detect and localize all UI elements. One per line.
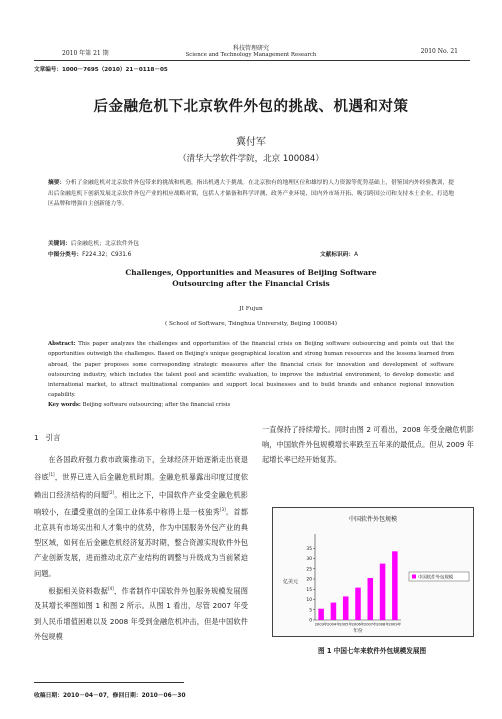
y-tick-label: 30 [306,557,312,563]
clc-number [48,250,248,261]
author-zh: 冀付军 [236,137,266,148]
author-en: JI Fujun [239,306,263,312]
doc-code-text: A [354,252,359,258]
citation-ref: [3] [219,507,226,513]
abstract-zh [48,178,454,210]
abstract-zh-text: 分析了金融危机对北京软件外包带来的挑战和机遇，指出机遇大于挑战。在北京独有的地理区位和雄厚的人力资源等优势基础上，借鉴国内外经验教训，提出后金融危机下创新发展北京软件外包产业的相应战略对策，包括人才储备和科学评测、政务产业环境、国内外市场开拓、吸引跨国公司和支持本土企业、打造地区品牌和增强自主创新能力等。 [48,180,454,207]
section-title: 引言 [45,433,61,442]
body-right-column [262,422,474,468]
section-number: 1 [34,433,39,442]
body-paragraph-right: 一直保持了持续增长。同时由图 2 可看出，2008 年受金融危机影响，中国软件外包规模增长率跌至五年来的最低点。但从 2009 年起增长率已经开始复苏。 [262,425,474,465]
keywords-zh-label: 关键词： [48,241,71,247]
abstract-en-label: Abstract: [48,341,76,347]
y-axis-label: 亿美元 [283,579,299,585]
x-axis-label: 年份 [353,629,363,634]
bar [318,609,324,620]
x-tick-label: 2003年 [314,622,328,627]
y-tick-label: 35 [306,546,312,552]
header-issue: 2010 年第 21 期 [62,50,109,57]
keywords-en [48,400,454,411]
affiliation-zh: （清华大学软件学院，北京 100084） [178,154,324,164]
affiliation-en: ( School of Software, Tsinghua University, Beijing 100084) [164,321,338,327]
header-issue-en: 2010 No. 21 [420,48,458,55]
keywords-en-text: Beijing software outsourcing; after the financial crisis [82,402,231,408]
x-tick-label: 2007年 [363,622,377,627]
x-tick-label: 2005年 [339,622,353,627]
y-tick-label: 0 [309,618,312,624]
bar [331,603,337,620]
bar [392,551,398,620]
journal-name-zh: 科技管理研究 [232,45,269,52]
clc-text: F224.32；C931.6 [82,252,132,258]
bar [343,596,349,620]
title-en-line1: Challenges, Opportunities and Measures of Beijing Software [125,268,377,277]
legend-label: 中国软件外包规模 [418,575,454,581]
title-zh: 后金融危机下北京软件外包的挑战、机遇和对策 [93,99,409,115]
y-tick-label: 10 [306,598,312,604]
keywords-en-label: Key words: [48,402,81,408]
bar [380,564,386,620]
y-tick-label: 5 [309,608,312,614]
title-en-line2: Outsourcing after the Financial Crisis [172,279,330,288]
abstract-zh-label: 摘要： [48,180,66,186]
header-rule [34,60,470,61]
article-number: 文章编号：1000－7695（2010）21－0118－05 [34,67,168,73]
legend-swatch [412,575,416,579]
body-left-column [34,452,248,644]
journal-name-en: Science and Technology Management Research [185,52,317,58]
citation-ref: [2] [108,489,115,495]
x-tick-label: 2006年 [351,622,365,627]
keywords-zh-text: 后金融危机；北京软件外包 [70,241,139,247]
clc-label: 中图分类号： [48,252,83,258]
x-tick-label: 2009年 [388,622,402,627]
citation-ref: [1] [48,472,55,478]
section-1-heading [34,432,61,443]
bar-chart [273,508,473,636]
y-tick-label: 15 [306,587,312,593]
abstract-en-text: This paper analyzes the challenges and opportunities of the financial crisis on Beijing software outsourcing and points out that the opportunities outweigh the challenges. Based on Beijing's unique geographical location and strong human resources and the lessons learned from abroad, the paper proposes some corresponding strategic measures after the financial crisis for innovation and development of software outsourcing industry, which includes the talent pool and scientific evaluation, to improve the industrial environment, to develop domestic and international market, to attract multinational companies and support local businesses and to build brands and enhance regional innovation capability. [48,341,455,399]
body-paragraph: 根据相关资料数据[4]，作者制作中国软件外包服务规模发展图及其增长率图如图 1 和图 2 所示。从图 1 看出，尽管 2007 年受到人民币增值困难以及 2008 年受到金融危机冲击，但是中国软件外包规模 [34,585,248,641]
chart-title: 中国软件外包规模 [348,516,398,523]
x-tick-label: 2004年 [327,622,340,627]
footer-rule [34,682,184,683]
received-dates: 收稿日期：2010－04－07，修回日期：2010－06－30 [34,693,186,699]
y-tick-label: 20 [306,577,312,583]
figure-1 [272,507,474,637]
body-paragraph: 在各国政府强力救市政策推动下，全球经济开始逐渐走出衰退谷底[1]，世界已进入后金融危机时期。金融危机暴露出印度过度依赖出口经济结构的问题[2]。相比之下，中国软件产业受金融危机影响较小，在遭受重创的全国工业体系中称得上是一枝独秀[3]。首都北京具有市场实出和人才集中的优势，作为中国服务外包产业的典型区域，如何在后金融危机经济复苏时期，整合资源实现软件外包产业创新发展，进而推动北京产业结构的调整与升级成为当前紧迫问题。 [34,455,248,578]
figure-caption: 图 1 中国七年来软件外包规模发展图 [317,647,427,655]
y-tick-label: 25 [306,567,312,573]
bar [368,578,374,620]
doc-code-label: 文献标识码： [320,252,355,258]
abstract-en [48,339,454,401]
citation-ref: [4] [108,585,114,591]
x-tick-label: 2008年 [376,622,389,627]
bar [355,588,361,620]
doc-code [320,250,358,261]
keywords-zh [48,239,454,250]
